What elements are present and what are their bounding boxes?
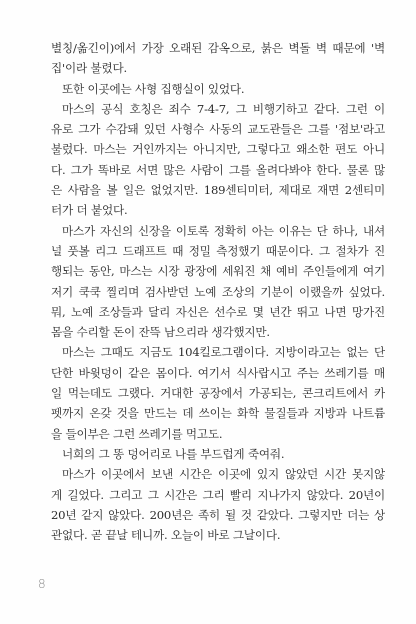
text-line: 마스가 자신의 신장을 이토록 정확히 아는 이유는 단 하나, 내셔: [62, 223, 385, 238]
text-line: 을 들이부은 그런 쓰레기를 먹고도.: [51, 426, 223, 441]
text-line: 게 길었다. 그리고 그 시간은 그리 빨리 지나가지 않았다. 20년이: [51, 487, 385, 502]
text-line: 일 먹는데도 그랬다. 거대한 공장에서 가공되는, 콘크리트에서 카: [51, 386, 385, 401]
text-line: 마스는 그때도 지금도 104킬로그램이다. 지방이라고는 없는 단: [62, 345, 385, 360]
text-line: 다. 그가 똑바로 서면 많은 사람이 그를 올려다봐야 한다. 물론 많: [51, 162, 385, 177]
text-line: 은 사람을 볼 일은 없었지만. 189센티미터, 제대로 재면 2센티미: [51, 183, 385, 198]
page-number: 8: [38, 577, 46, 591]
text-line: 펫까지 온갖 것을 만드는 데 쓰이는 화학 물질들과 지방과 나트륨: [51, 406, 385, 421]
text-line: 또한 이곳에는 사형 집행실이 있었다.: [62, 81, 245, 96]
text-line: 널 풋볼 리그 드래프트 때 정밀 측정했기 때문이다. 그 절차가 진: [51, 243, 385, 258]
text-line: 관없다. 곧 끝날 테니까. 오늘이 바로 그날이다.: [51, 528, 281, 543]
text-line: 유로 그가 수감돼 있던 사형수 사동의 교도관들은 그를 '점보'라고: [51, 122, 385, 137]
text-line: 너희의 그 똥 덩어리로 나를 부드럽게 죽여줘.: [62, 446, 285, 461]
text-line: 저기 쿡쿡 찔리며 검사받던 노예 조상의 기분이 이랬을까 싶었다.: [51, 284, 385, 299]
body-text: [51, 38, 385, 545]
text-line: 터가 더 붙었다.: [51, 203, 128, 218]
text-line: 뭐, 노예 조상들과 달리 자신은 선수로 몇 년간 뛰고 나면 망가진: [51, 304, 385, 319]
text-line: 20년 같지 않았다. 200년은 족히 될 것 같았다. 그렇지만 더는 상: [51, 507, 385, 522]
text-line: 행되는 동안, 마스는 시장 광장에 세워진 채 예비 주인들에게 여기: [51, 264, 385, 279]
text-line: 몸을 수리할 돈이 잔뜩 남으리라 생각했지만.: [51, 325, 270, 340]
text-line: 불렀다. 마스는 거인까지는 아니지만, 그렇다고 왜소한 편도 아니: [51, 142, 385, 157]
text-line: 마스의 공식 호칭은 죄수 7-4-7, 그 비행기하고 같다. 그런 이: [62, 101, 385, 116]
text-line: 마스가 이곳에서 보낸 시간은 이곳에 있지 않았던 시간 못지않: [62, 467, 385, 482]
text-line: 별칭/옮긴이)에서 가장 오래된 감옥으로, 붉은 벽돌 벽 때문에 '벽: [51, 41, 385, 55]
text-line: 집'이라 불렸다.: [51, 61, 127, 76]
text-line: 단한 바윗덩이 같은 몸이다. 여기서 식사랍시고 주는 쓰레기를 매: [51, 365, 385, 380]
